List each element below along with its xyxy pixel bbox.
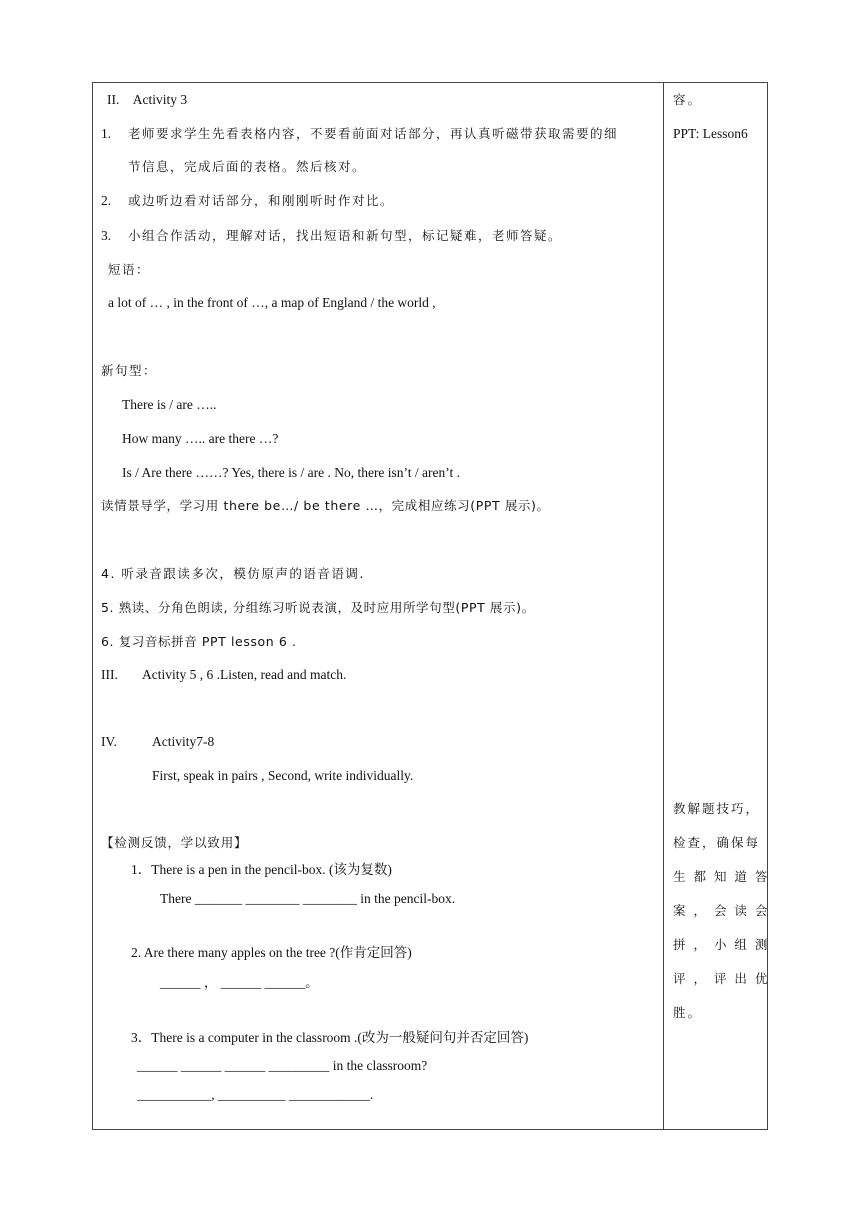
read-guide: 读情景导学，学习用 there be…/ be there …，完成相应练习(PPT 展示)。 xyxy=(101,498,550,513)
step-2-text: 或边听边看对话部分，和刚刚听时作对比。 xyxy=(128,193,395,208)
side-note-line: 案 ， 会 读 会 xyxy=(673,903,770,918)
step-5: 5. 熟读、分角色朗读, 分组练习听说表演，及时应用所学句型(PPT 展示)。 xyxy=(101,600,535,615)
question-1: 1．There is a pen in the pencil-box. (该为复数) xyxy=(131,862,392,877)
side-note-line: 生 都 知 道 答 xyxy=(673,869,770,884)
question-3-answer-2: ___________, __________ ____________. xyxy=(137,1087,374,1102)
section-2-title: Activity 3 xyxy=(132,92,188,107)
step-6: 6. 复习音标拼音 PPT lesson 6 . xyxy=(101,634,297,649)
feedback-title: 【检测反馈，学以致用】 xyxy=(101,835,248,850)
section-3-text: Activity 5 , 6 .Listen, read and match. xyxy=(142,667,347,682)
question-3: 3．There is a computer in the classroom .(改为一般疑问句并否定回答) xyxy=(131,1030,529,1045)
pattern-2: How many ….. are there …? xyxy=(122,431,279,446)
pattern-1: There is / are ….. xyxy=(122,397,217,412)
step-3-number: 3. xyxy=(101,228,112,243)
side-note-line: 拼 ， 小 组 测 xyxy=(673,937,770,952)
step-1-line-1: 老师要求学生先看表格内容，不要看前面对话部分，再认真听磁带获取需要的细 xyxy=(128,126,619,141)
side-note-line: 评 ， 评 出 优 xyxy=(673,971,770,986)
question-2: 2. Are there many apples on the tree ?(作肯定回答) xyxy=(131,945,412,960)
step-1-number: 1. xyxy=(101,126,112,141)
step-1-line-2: 节信息，完成后面的表格。然后核对。 xyxy=(128,159,367,174)
section-2-heading xyxy=(107,91,187,109)
patterns-label: 新句型： xyxy=(101,363,158,378)
side-ppt-reference: PPT: Lesson6 xyxy=(673,126,748,141)
step-4: 4. 听录音跟读多次，模仿原声的语音语调. xyxy=(101,566,365,581)
step-2-number: 2. xyxy=(101,193,112,208)
section-4-detail: First, speak in pairs , Second, write individually. xyxy=(152,768,414,783)
question-2-answer: ______ ， ______ ______。 xyxy=(160,975,319,990)
side-note-top: 容。 xyxy=(673,92,703,107)
phrases-label: 短语： xyxy=(108,262,151,277)
column-divider xyxy=(663,82,664,1130)
side-note-line: 教解题技巧， xyxy=(673,801,761,816)
phrases-text: a lot of … , in the front of …, a map of England / the world , xyxy=(108,295,436,310)
side-note-line: 检查，确保每 xyxy=(673,835,761,850)
step-3-text: 小组合作活动，理解对话，找出短语和新句型，标记疑难，老师答疑。 xyxy=(128,228,563,243)
section-2-number: II. xyxy=(107,92,120,107)
section-4-number: IV. xyxy=(101,734,117,749)
section-3-number: III. xyxy=(101,667,118,682)
question-3-answer-1: ______ ______ ______ _________ in the classroom? xyxy=(137,1058,428,1073)
question-1-answer: There _______ ________ ________ in the pencil-box. xyxy=(160,891,456,906)
side-note-line: 胜。 xyxy=(673,1005,703,1020)
pattern-3: Is / Are there ……? Yes, there is / are . No, there isn’t / aren’t . xyxy=(122,465,461,480)
section-4-text: Activity7-8 xyxy=(152,734,215,749)
